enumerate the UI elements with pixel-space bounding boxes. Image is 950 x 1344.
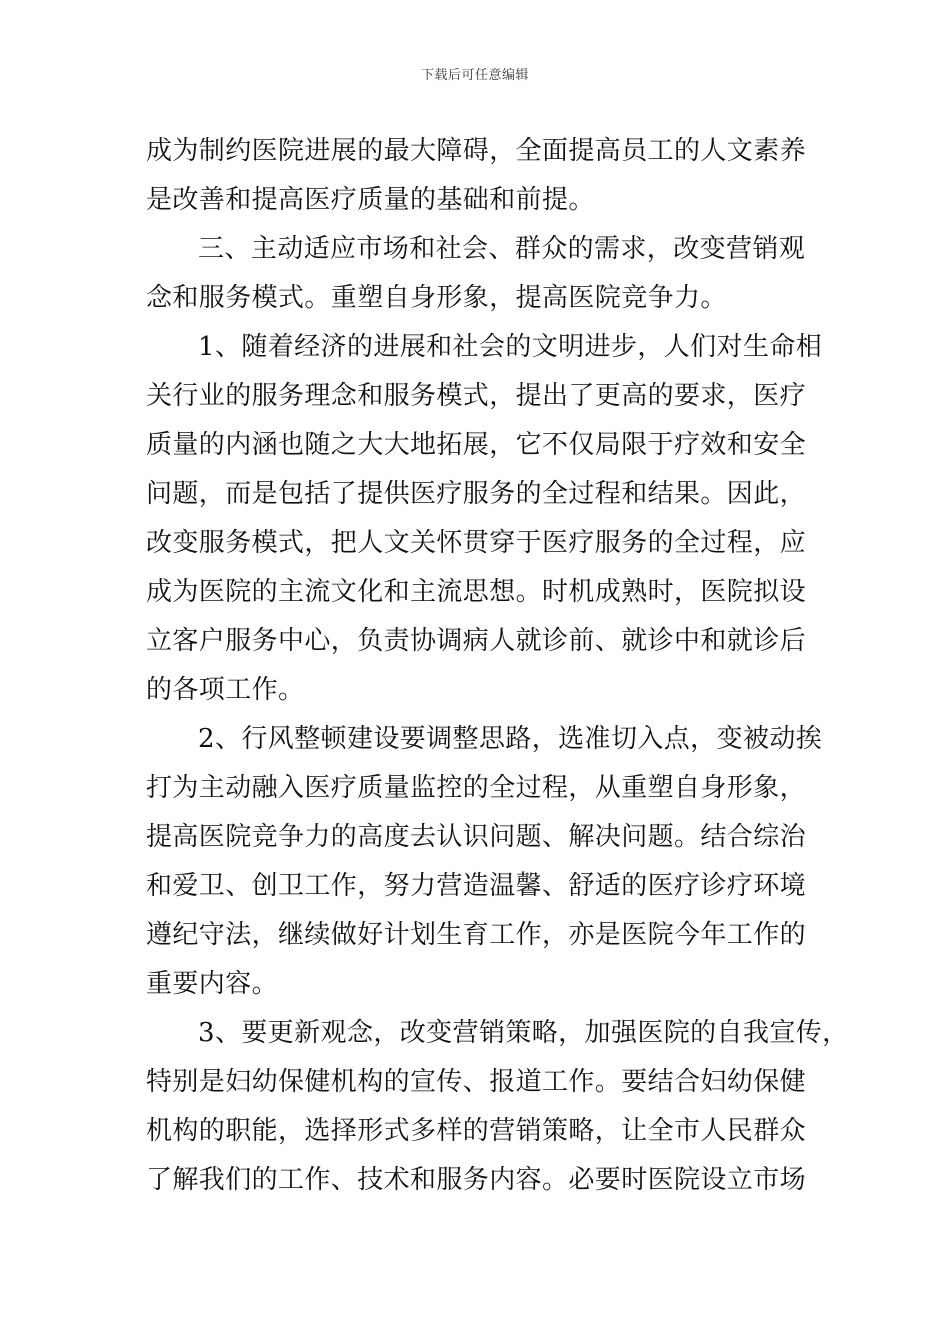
text-line: 特别是妇幼保健机构的宣传、报道工作。要结合妇幼保健 [146, 1067, 807, 1097]
text-line: 关行业的服务理念和服务模式，提出了更高的要求，医疗 [146, 381, 807, 411]
text-line: 2、行风整顿建设要调整思路，选准切入点，变被动挨 [198, 724, 823, 754]
text-line: 成为医院的主流文化和主流思想。时机成熟时，医院拟设 [146, 577, 807, 607]
text-line: 念和服务模式。重塑自身形象，提高医院竞争力。 [146, 283, 727, 313]
document-body [146, 127, 849, 1205]
text-line: 1、随着经济的进展和社会的文明进步，人们对生命相 [198, 332, 823, 362]
text-line: 问题，而是包括了提供医疗服务的全过程和结果。因此， [146, 479, 807, 509]
text-line: 的各项工作。 [146, 675, 305, 705]
text-line: 3、要更新观念，改变营销策略，加强医院的自我宣传， [198, 1018, 849, 1048]
text-line: 重要内容。 [146, 969, 279, 999]
text-line: 立客户服务中心，负责协调病人就诊前、就诊中和就诊后 [146, 626, 807, 656]
text-line: 三、主动适应市场和社会、群众的需求，改变营销观 [198, 234, 806, 264]
text-line: 成为制约医院进展的最大障碍，全面提高员工的人文素养 [146, 136, 807, 166]
page-header: 下载后可任意编辑 [420, 68, 529, 83]
text-line: 是改善和提高医疗质量的基础和前提。 [146, 185, 595, 215]
text-line: 遵纪守法，继续做好计划生育工作，亦是医院今年工作的 [146, 920, 807, 950]
text-line: 改变服务模式，把人文关怀贯穿于医疗服务的全过程，应 [146, 528, 807, 558]
text-line: 和爱卫、创卫工作，努力营造温馨、舒适的医疗诊疗环境 [146, 871, 807, 901]
text-line: 打为主动融入医疗质量监控的全过程，从重塑自身形象， [146, 773, 807, 803]
text-line: 机构的职能，选择形式多样的营销策略，让全市人民群众 [146, 1116, 807, 1146]
text-line: 了解我们的工作、技术和服务内容。必要时医院设立市场 [146, 1165, 807, 1195]
text-line: 提高医院竞争力的高度去认识问题、解决问题。结合综治 [146, 822, 807, 852]
text-line: 质量的内涵也随之大大地拓展，它不仅局限于疗效和安全 [146, 430, 807, 460]
